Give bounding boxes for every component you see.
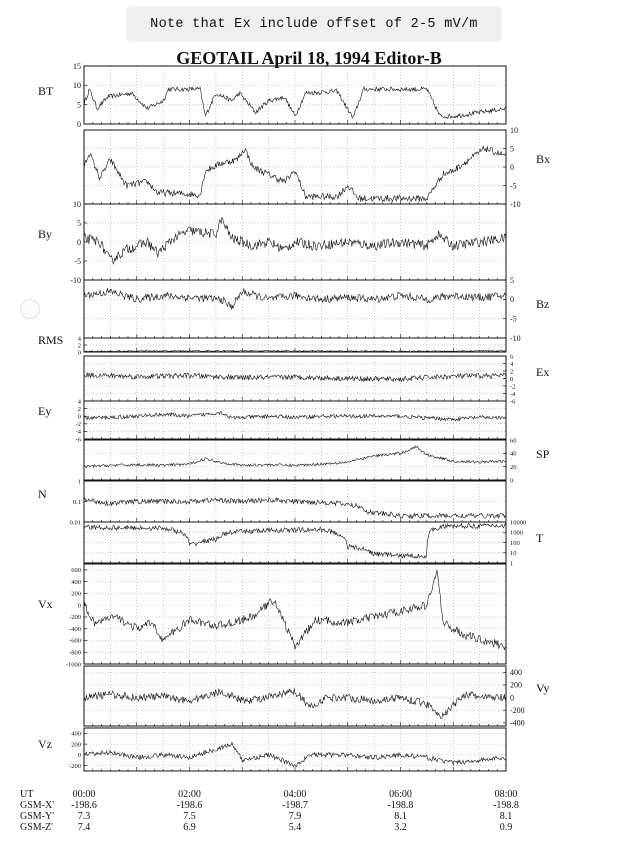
y-tick-label: 60 xyxy=(510,437,517,445)
y-tick-label: 1 xyxy=(510,560,514,568)
ephemeris-value: 0.9 xyxy=(499,822,513,833)
y-tick-label: 4 xyxy=(510,360,514,368)
ephemeris-value: 8.1 xyxy=(394,811,407,822)
ephemeris-value: 7.4 xyxy=(77,822,91,833)
ut-label: UT xyxy=(20,789,34,800)
y-tick-label: -200 xyxy=(69,762,81,770)
ephemeris-label: GSM-X' xyxy=(20,800,55,811)
y-tick-label: 600 xyxy=(71,567,81,575)
y-tick-label: 200 xyxy=(71,741,81,749)
ephemeris-value: 8.1 xyxy=(499,811,513,822)
y-tick-label: 0 xyxy=(77,413,81,421)
y-tick-label: -10 xyxy=(510,199,521,209)
panel-sp xyxy=(84,437,550,484)
offset-note-text: Note that Ex include offset of 2-5 mV/m xyxy=(150,16,478,32)
y-tick-label: 15 xyxy=(73,61,81,71)
ephemeris-value: 7.9 xyxy=(288,811,302,822)
ephemeris-value: 7.5 xyxy=(183,811,196,822)
panel-vy xyxy=(84,666,549,728)
y-tick-label: 0 xyxy=(510,477,514,485)
y-tick-label: -5 xyxy=(74,256,81,266)
y-tick-label: 1000 xyxy=(510,529,523,537)
y-tick-label: 0 xyxy=(77,119,81,129)
y-tick-label: 0 xyxy=(77,602,81,610)
y-tick-label: 4 xyxy=(77,398,81,406)
ephemeris-value: -198.8 xyxy=(387,800,414,811)
y-tick-label: 2 xyxy=(510,368,514,376)
y-tick-label: -800 xyxy=(69,649,81,657)
panel-label-bz: Bz xyxy=(536,297,550,311)
panel-label-vx: Vx xyxy=(38,597,53,611)
ephemeris-value: -198.6 xyxy=(71,800,97,811)
time-tick-label: 04:00 xyxy=(283,789,307,800)
panel-bz xyxy=(84,276,549,343)
panel-frame xyxy=(84,280,506,338)
y-tick-label: 10000 xyxy=(510,519,527,527)
y-tick-label: 5 xyxy=(77,218,81,228)
y-tick-label: -4 xyxy=(75,428,81,436)
y-tick-label: 2 xyxy=(77,342,81,350)
time-tick-label: 02:00 xyxy=(178,789,201,800)
y-tick-label: -5 xyxy=(510,181,517,191)
y-tick-label: 0 xyxy=(77,752,81,760)
panel-bx xyxy=(84,126,550,209)
panel-label-ey: Ey xyxy=(38,404,52,418)
panel-label-vz: Vz xyxy=(38,737,52,751)
y-tick-label: 2 xyxy=(77,405,81,413)
y-tick-label: 6 xyxy=(510,353,514,361)
ephemeris-value: 5.4 xyxy=(288,822,302,833)
y-tick-label: -2 xyxy=(75,421,81,429)
panel-label-bt: BT xyxy=(38,84,54,98)
y-tick-label: -10 xyxy=(510,333,521,343)
panel-label-bx: Bx xyxy=(536,152,551,166)
y-tick-label: 400 xyxy=(71,730,81,738)
y-tick-label: -400 xyxy=(510,718,525,728)
y-tick-label: 10 xyxy=(73,81,81,91)
y-tick-label: -2 xyxy=(510,383,516,391)
ephemeris-value: 3.2 xyxy=(394,822,407,833)
panel-label-vy: Vy xyxy=(536,681,550,695)
panel-n xyxy=(38,478,506,526)
panel-t xyxy=(84,519,544,567)
chart-title: GEOTAIL April 18, 1994 Editor-B xyxy=(176,48,442,68)
ephemeris-label: GSM-Y' xyxy=(20,811,55,822)
y-tick-label: 0 xyxy=(510,295,514,305)
y-tick-label: 400 xyxy=(510,668,522,678)
y-tick-label: 0.01 xyxy=(69,519,81,527)
y-tick-label: -6 xyxy=(75,436,81,444)
time-tick-label: 00:00 xyxy=(72,789,96,800)
y-tick-label: -400 xyxy=(69,625,81,633)
y-tick-label: -200 xyxy=(69,614,81,622)
y-tick-label: -1000 xyxy=(65,661,81,669)
panel-ex xyxy=(84,353,549,405)
ephemeris-label: GSM-Z' xyxy=(20,822,53,833)
y-tick-label: 5 xyxy=(510,144,514,154)
y-tick-label: 40 xyxy=(510,450,517,458)
y-tick-label: 0 xyxy=(510,162,514,172)
ephemeris-value: -198.7 xyxy=(282,800,308,811)
ephemeris-value: 6.9 xyxy=(183,822,196,833)
time-tick-label: 08:00 xyxy=(494,789,518,800)
y-tick-label: 0 xyxy=(510,375,514,383)
y-tick-label: 200 xyxy=(71,590,81,598)
ephemeris-value: 7.3 xyxy=(77,811,91,822)
panel-vz xyxy=(38,728,506,771)
time-tick-label: 06:00 xyxy=(389,789,412,800)
y-tick-label: -10 xyxy=(70,275,81,285)
panel-label-n: N xyxy=(38,487,47,501)
y-tick-label: 10 xyxy=(510,125,518,135)
y-tick-label: 5 xyxy=(510,275,514,285)
y-tick-label: -5 xyxy=(510,314,517,324)
y-tick-label: -600 xyxy=(69,637,81,645)
panel-label-ex: Ex xyxy=(536,365,550,379)
y-tick-label: 0 xyxy=(77,237,81,247)
y-tick-label: 0 xyxy=(77,349,81,357)
y-tick-label: 10 xyxy=(510,550,517,558)
time-axis xyxy=(20,789,519,833)
y-tick-label: 400 xyxy=(71,578,81,586)
panel-ey xyxy=(38,398,506,443)
panel-label-rms: RMS xyxy=(38,333,64,347)
panel-label-sp: SP xyxy=(536,447,550,461)
ephemeris-value: -198.6 xyxy=(176,800,203,811)
y-tick-label: 0 xyxy=(510,693,514,703)
trace-bz xyxy=(84,288,506,309)
ephemeris-value: -198.8 xyxy=(493,800,519,811)
y-tick-label: 4 xyxy=(77,335,81,343)
y-tick-label: 1 xyxy=(77,478,81,486)
y-tick-label: 10 xyxy=(73,199,81,209)
y-tick-label: 100 xyxy=(510,539,520,547)
y-tick-label: -200 xyxy=(510,706,525,716)
y-tick-label: 5 xyxy=(77,100,81,110)
panel-by xyxy=(38,200,506,285)
panel-vx xyxy=(38,564,506,668)
panel-bt xyxy=(38,62,506,129)
panel-label-t: T xyxy=(536,531,544,545)
y-tick-label: 0.1 xyxy=(72,498,81,506)
y-tick-label: 20 xyxy=(510,463,517,471)
panel-label-by: By xyxy=(38,227,53,241)
y-tick-label: -4 xyxy=(510,390,516,398)
y-tick-label: -6 xyxy=(510,398,516,406)
y-tick-label: 200 xyxy=(510,680,522,690)
